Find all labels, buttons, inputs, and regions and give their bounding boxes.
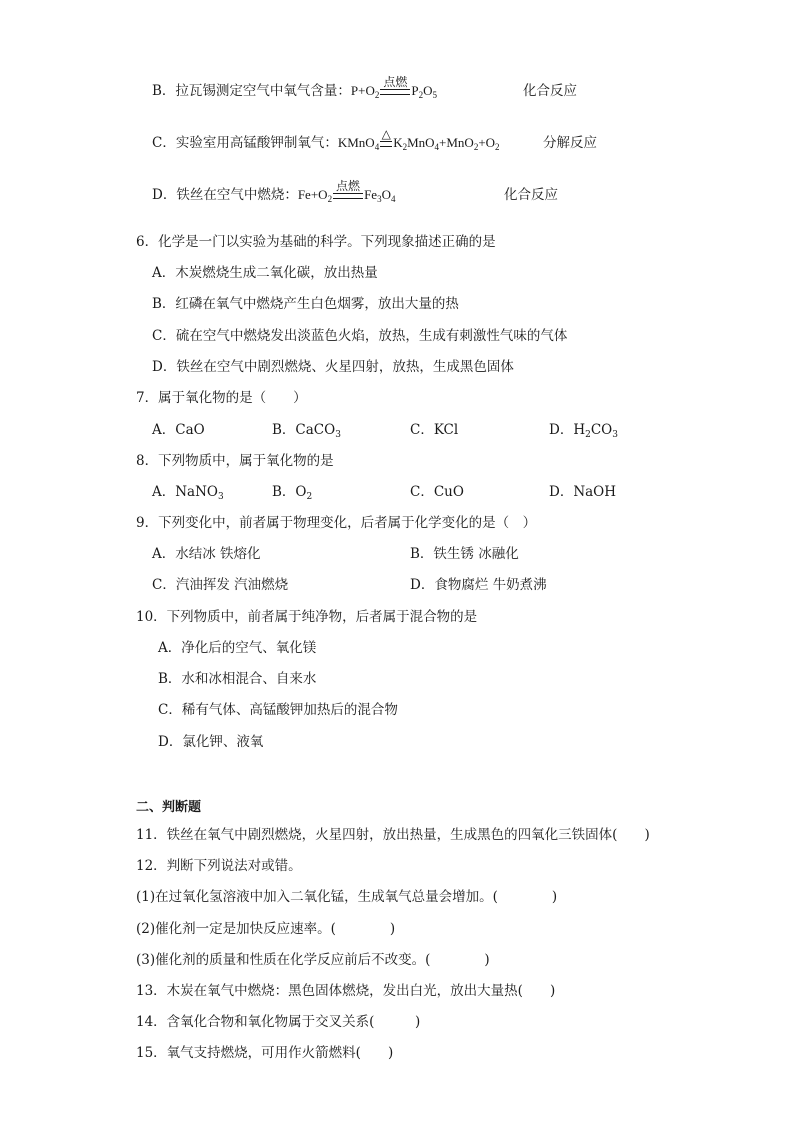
q5-d-type: 化合反应 (504, 187, 558, 203)
q12-item-1: (1)在过氧化氢溶液中加入二氧化锰，生成氧气总量会增加。( ) (136, 889, 558, 905)
reaction-condition: 点燃 (336, 179, 361, 194)
q7-option-a: A．CaO (152, 422, 205, 438)
q5-b-label: B．拉瓦锡测定空气中氧气含量： (152, 83, 351, 99)
q12-stem: 12．判断下列说法对或错。 (136, 858, 302, 874)
q10-option-b: B．水和冰相混合、自来水 (158, 671, 317, 687)
q9-stem: 9．下列变化中，前者属于物理变化，后者属于化学变化的是（ ） (136, 515, 537, 531)
q6-option-b: B．红磷在氧气中燃烧产生白色烟雾，放出大量的热 (152, 296, 459, 312)
q5-b-type: 化合反应 (523, 83, 577, 99)
q5-c-type: 分解反应 (543, 135, 597, 151)
q7-option-d: D．$H_2CO_3$ (549, 422, 618, 440)
q12-item-3: (3)催化剂的质量和性质在化学反应前后不改变。( ) (136, 952, 490, 968)
q8-option-b: B．$O_2$ (272, 484, 313, 502)
q6-option-a: A．木炭燃烧生成二氧化碳，放出热量 (152, 265, 378, 281)
q6-option-c: C．硫在空气中燃烧发出淡蓝色火焰，放热，生成有刺激性气味的气体 (152, 328, 568, 344)
q9-option-a: A．水结冰 铁熔化 (152, 546, 261, 562)
q5-option-b: B．拉瓦锡测定空气中氧气含量：$P+O_2$ 点燃 $P_2O_5$ (152, 75, 437, 100)
q8-option-a: A．NaNO$_3$ (152, 484, 224, 502)
reaction-arrow (380, 75, 410, 95)
q8-option-d: D．NaOH (549, 484, 617, 500)
q10-option-c: C．稀有气体、高锰酸钾加热后的混合物 (158, 702, 398, 718)
q7-option-b: B．CaCO$_3$ (272, 422, 341, 440)
q10-stem: 10．下列物质中，前者属于纯净物，后者属于混合物的是 (136, 609, 478, 625)
q6-option-d: D．铁丝在空气中剧烈燃烧、火星四射，放热，生成黑色固体 (152, 359, 514, 375)
q14: 14．含氧化合物和氧化物属于交叉关系( ) (136, 1014, 421, 1030)
q7-option-c: C．KCl (410, 422, 459, 438)
section-heading: 二、判断题 (136, 800, 202, 815)
q10-option-d: D．氯化钾、液氧 (158, 734, 264, 750)
q6-stem: 6．化学是一门以实验为基础的科学。下列现象描述正确的是 (136, 234, 496, 250)
q8-stem: 8．下列物质中，属于氧化物的是 (136, 453, 334, 469)
q7-stem: 7．属于氧化物的是（ ） (136, 390, 307, 406)
q9-option-c: C．汽油挥发 汽油燃烧 (152, 577, 289, 593)
q5-option-c: C．实验室用高锰酸钾制氧气：KMnO$_4$ △ $K_2MnO_4+MnO_2+O_2$ (152, 127, 500, 152)
reaction-arrow (380, 127, 392, 147)
q13: 13．木炭在氧气中燃烧：黑色固体燃烧，发出白光，放出大量热( ) (136, 983, 556, 999)
q10-option-a: A．净化后的空气、氧化镁 (158, 640, 317, 656)
q5-b-lhs: P+O (350, 83, 375, 98)
q11: 11．铁丝在氧气中剧烈燃烧，火星四射，放出热量，生成黑色的四氧化三铁固体( ) (136, 827, 650, 843)
q5-d-label: D．铁丝在空气中燃烧： (152, 187, 298, 203)
q5-option-d: D．铁丝在空气中燃烧：$Fe+O_2$ 点燃 $Fe_3O_4$ (152, 179, 396, 204)
reaction-condition: 点燃 (383, 75, 408, 90)
reaction-arrow (333, 179, 363, 199)
q9-option-d: D．食物腐烂 牛奶煮沸 (410, 577, 547, 593)
q15: 15．氧气支持燃烧，可用作火箭燃料( ) (136, 1045, 394, 1061)
q12-item-2: (2)催化剂一定是加快反应速率。( ) (136, 921, 396, 937)
q5-c-label: C．实验室用高锰酸钾制氧气： (152, 135, 338, 151)
q9-option-b: B．铁生锈 冰融化 (410, 546, 519, 562)
q8-option-c: C．CuO (410, 484, 464, 500)
reaction-condition: △ (381, 127, 391, 142)
